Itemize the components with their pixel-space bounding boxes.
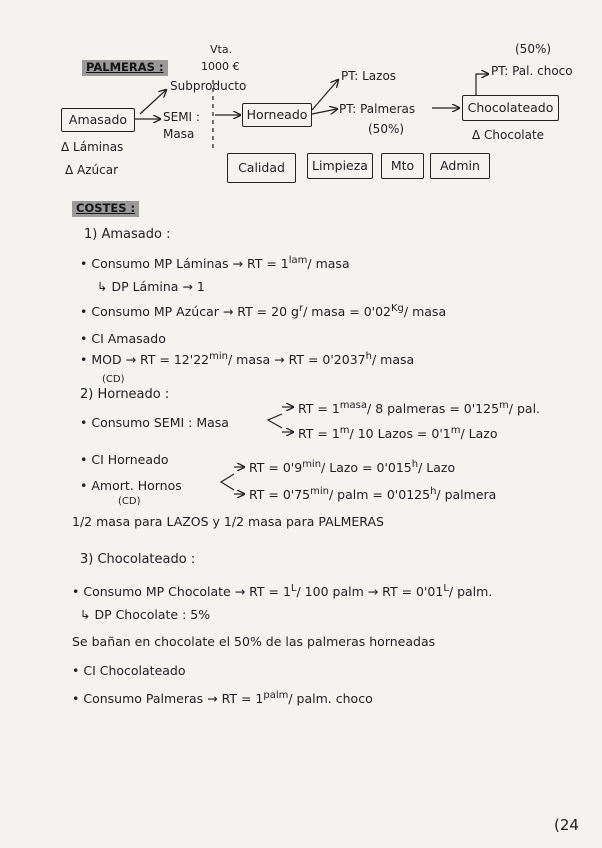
brace-amort-hornos bbox=[221, 474, 234, 490]
semi-label: SEMI : bbox=[163, 110, 200, 124]
calidad-box: Calidad bbox=[227, 153, 296, 183]
pct-50-top-label: (50%) bbox=[515, 42, 552, 56]
s3-line-dp-chocolate: ↳ DP Chocolate : 5% bbox=[80, 607, 211, 622]
s2-rt-palmeras: RT = $1^{masa}/$ 8 palmeras = $0'125^m/$ pal. bbox=[298, 400, 541, 417]
limpieza-box: Limpieza bbox=[307, 153, 373, 179]
mto-box: Mto bbox=[381, 153, 424, 179]
costes-tag: COSTES : bbox=[72, 201, 139, 217]
pt-pal-choco-label: PT: Pal. choco bbox=[491, 64, 573, 78]
admin-box: Admin bbox=[430, 153, 490, 179]
s1-line-ci: • CI Amasado bbox=[80, 331, 166, 346]
arrow-palmeras bbox=[312, 109, 337, 114]
s1-line-laminas: • Consumo MP Láminas → RT = $1^{lam}/$ masa bbox=[80, 255, 350, 272]
delta-chocolate: Δ Chocolate bbox=[472, 128, 545, 142]
horneado-box: Horneado bbox=[242, 103, 312, 127]
s2-rt-lazo-horno: RT = $0'9^{min}/$ Lazo = $0'015^h/$ Lazo bbox=[249, 459, 456, 476]
s2-rt-palm-horno: RT = $0'75^{min}/$ palm = $0'0125^h/$ palmera bbox=[249, 486, 497, 503]
s2-rt-lazos: RT = $1^m/$ 10 Lazos = $0'1^m/$ Lazo bbox=[298, 425, 498, 442]
arrow-subproducto bbox=[140, 90, 166, 114]
s2-half-note: 1/2 masa para LAZOS y 1/2 masa para PALMERAS bbox=[72, 514, 384, 529]
page-number: (24 bbox=[554, 816, 579, 834]
arrow-lazos bbox=[312, 80, 338, 110]
vta-label: Vta. bbox=[210, 43, 233, 56]
s2-consumo-semi: • Consumo SEMI : Masa bbox=[80, 415, 229, 430]
vta-value: 1000 € bbox=[201, 60, 240, 73]
s2-title: 2) Horneado : bbox=[80, 387, 170, 402]
s1-line-mod: • MOD → RT = $12'22^{min}/$ masa → RT = $0'2037^h/$ masa bbox=[80, 351, 415, 368]
pt-lazos-label: PT: Lazos bbox=[341, 69, 397, 83]
s3-line-banan: Se bañan en chocolate el 50% de las palmeras horneadas bbox=[72, 634, 436, 649]
pt-palmeras-label: PT: Palmeras bbox=[339, 102, 416, 116]
s3-line-ci: • CI Chocolateado bbox=[72, 663, 186, 678]
masa-label: Masa bbox=[163, 127, 195, 141]
delta-laminas: Δ Láminas bbox=[61, 140, 124, 154]
s2-amort: • Amort. Hornos bbox=[80, 478, 182, 493]
arrow-pal-choco bbox=[476, 74, 488, 95]
s1-title: 1) Amasado : bbox=[84, 227, 171, 242]
subproducto-label: Subproducto bbox=[170, 79, 247, 93]
s1-cd: (CD) bbox=[102, 374, 125, 385]
s1-line-dp-lamina: ↳ DP Lámina → 1 bbox=[97, 279, 205, 294]
delta-azucar: Δ Azúcar bbox=[65, 163, 119, 177]
s2-cd: (CD) bbox=[118, 496, 141, 507]
s3-title: 3) Chocolateado : bbox=[80, 552, 196, 567]
palmeras-tag: PALMERAS : bbox=[82, 60, 168, 76]
amasado-box: Amasado bbox=[61, 108, 135, 132]
s1-line-azucar: • Consumo MP Azúcar → RT = 20 $g^r/$ masa = $0'02^{Kg}/$ masa bbox=[80, 303, 447, 320]
pct-50-label: (50%) bbox=[368, 122, 405, 136]
s3-line-chocolate: • Consumo MP Chocolate → RT = $1^L/$ 100 palm → RT = $0'01^L/$ palm. bbox=[72, 583, 493, 600]
chocolateado-box: Chocolateado bbox=[462, 95, 559, 121]
brace-consumo-semi bbox=[268, 414, 282, 428]
s3-line-palmeras: • Consumo Palmeras → RT = $1^{palm}/$ palm. choco bbox=[72, 690, 373, 707]
s2-ci: • CI Horneado bbox=[80, 452, 169, 467]
